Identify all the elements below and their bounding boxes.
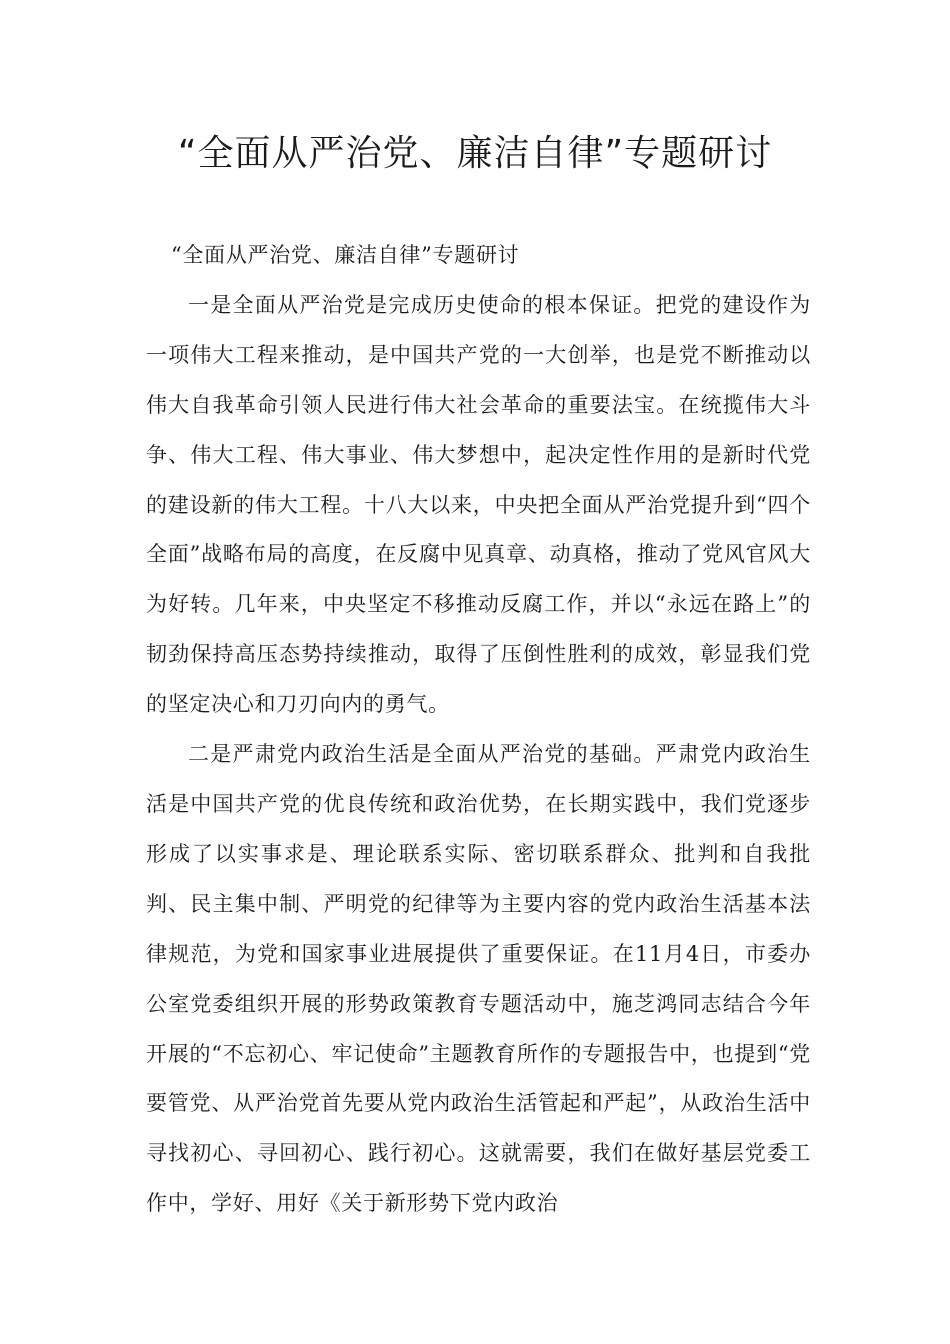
document-body [146,231,811,1229]
subtitle-paragraph: “全面从严治党、廉洁自律”专题研讨 [171,243,520,267]
document-title: “全面从严治党、廉洁自律”专题研讨 [177,133,773,174]
body-paragraph-2: 二是严肃党内政治生活是全面从严治党的基础。严肃党内政治生活是中国共产党的优良传统和政治优势，在长期实践中，我们党逐步形成了以实事求是、理论联系实际、密切联系群众、批判和自我批判、民主集中制、严明党的纪律等为主要内容的党内政治生活基本法律规范，为党和国家事业进展提供了重要保证。在11月4日，市委办公室党委组织开展的形势政策教育专题活动中，施芝鸿同志结合今年开展的“不忘初心、牢记使命”主题教育所作的专题报告中，也提到“党要管党、从严治党首先要从党内政治生活管起和严起”，从政治生活中寻找初心、寻回初心、践行初心。这就需要，我们在做好基层党委工作中，学好、用好《关于新形势下党内政治 [146,742,811,1216]
body-paragraph-1: 一是全面从严治党是完成历史使命的根本保证。把党的建设作为一项伟大工程来推动，是中国共产党的一大创举，也是党不断推动以伟大自我革命引领人民进行伟大社会革命的重要法宝。在统揽伟大斗争、伟大工程、伟大事业、伟大梦想中，起决定性作用的是新时代党的建设新的伟大工程。十八大以来，中央把全面从严治党提升到“四个全面”战略布局的高度，在反腐中见真章、动真格，推动了党风官风大为好转。几年来，中央坚定不移推动反腐工作，并以“永远在路上”的韧劲保持高压态势持续推动，取得了压倒性胜利的成效，彰显我们党的坚定决心和刀刃向内的勇气。 [146,292,811,717]
